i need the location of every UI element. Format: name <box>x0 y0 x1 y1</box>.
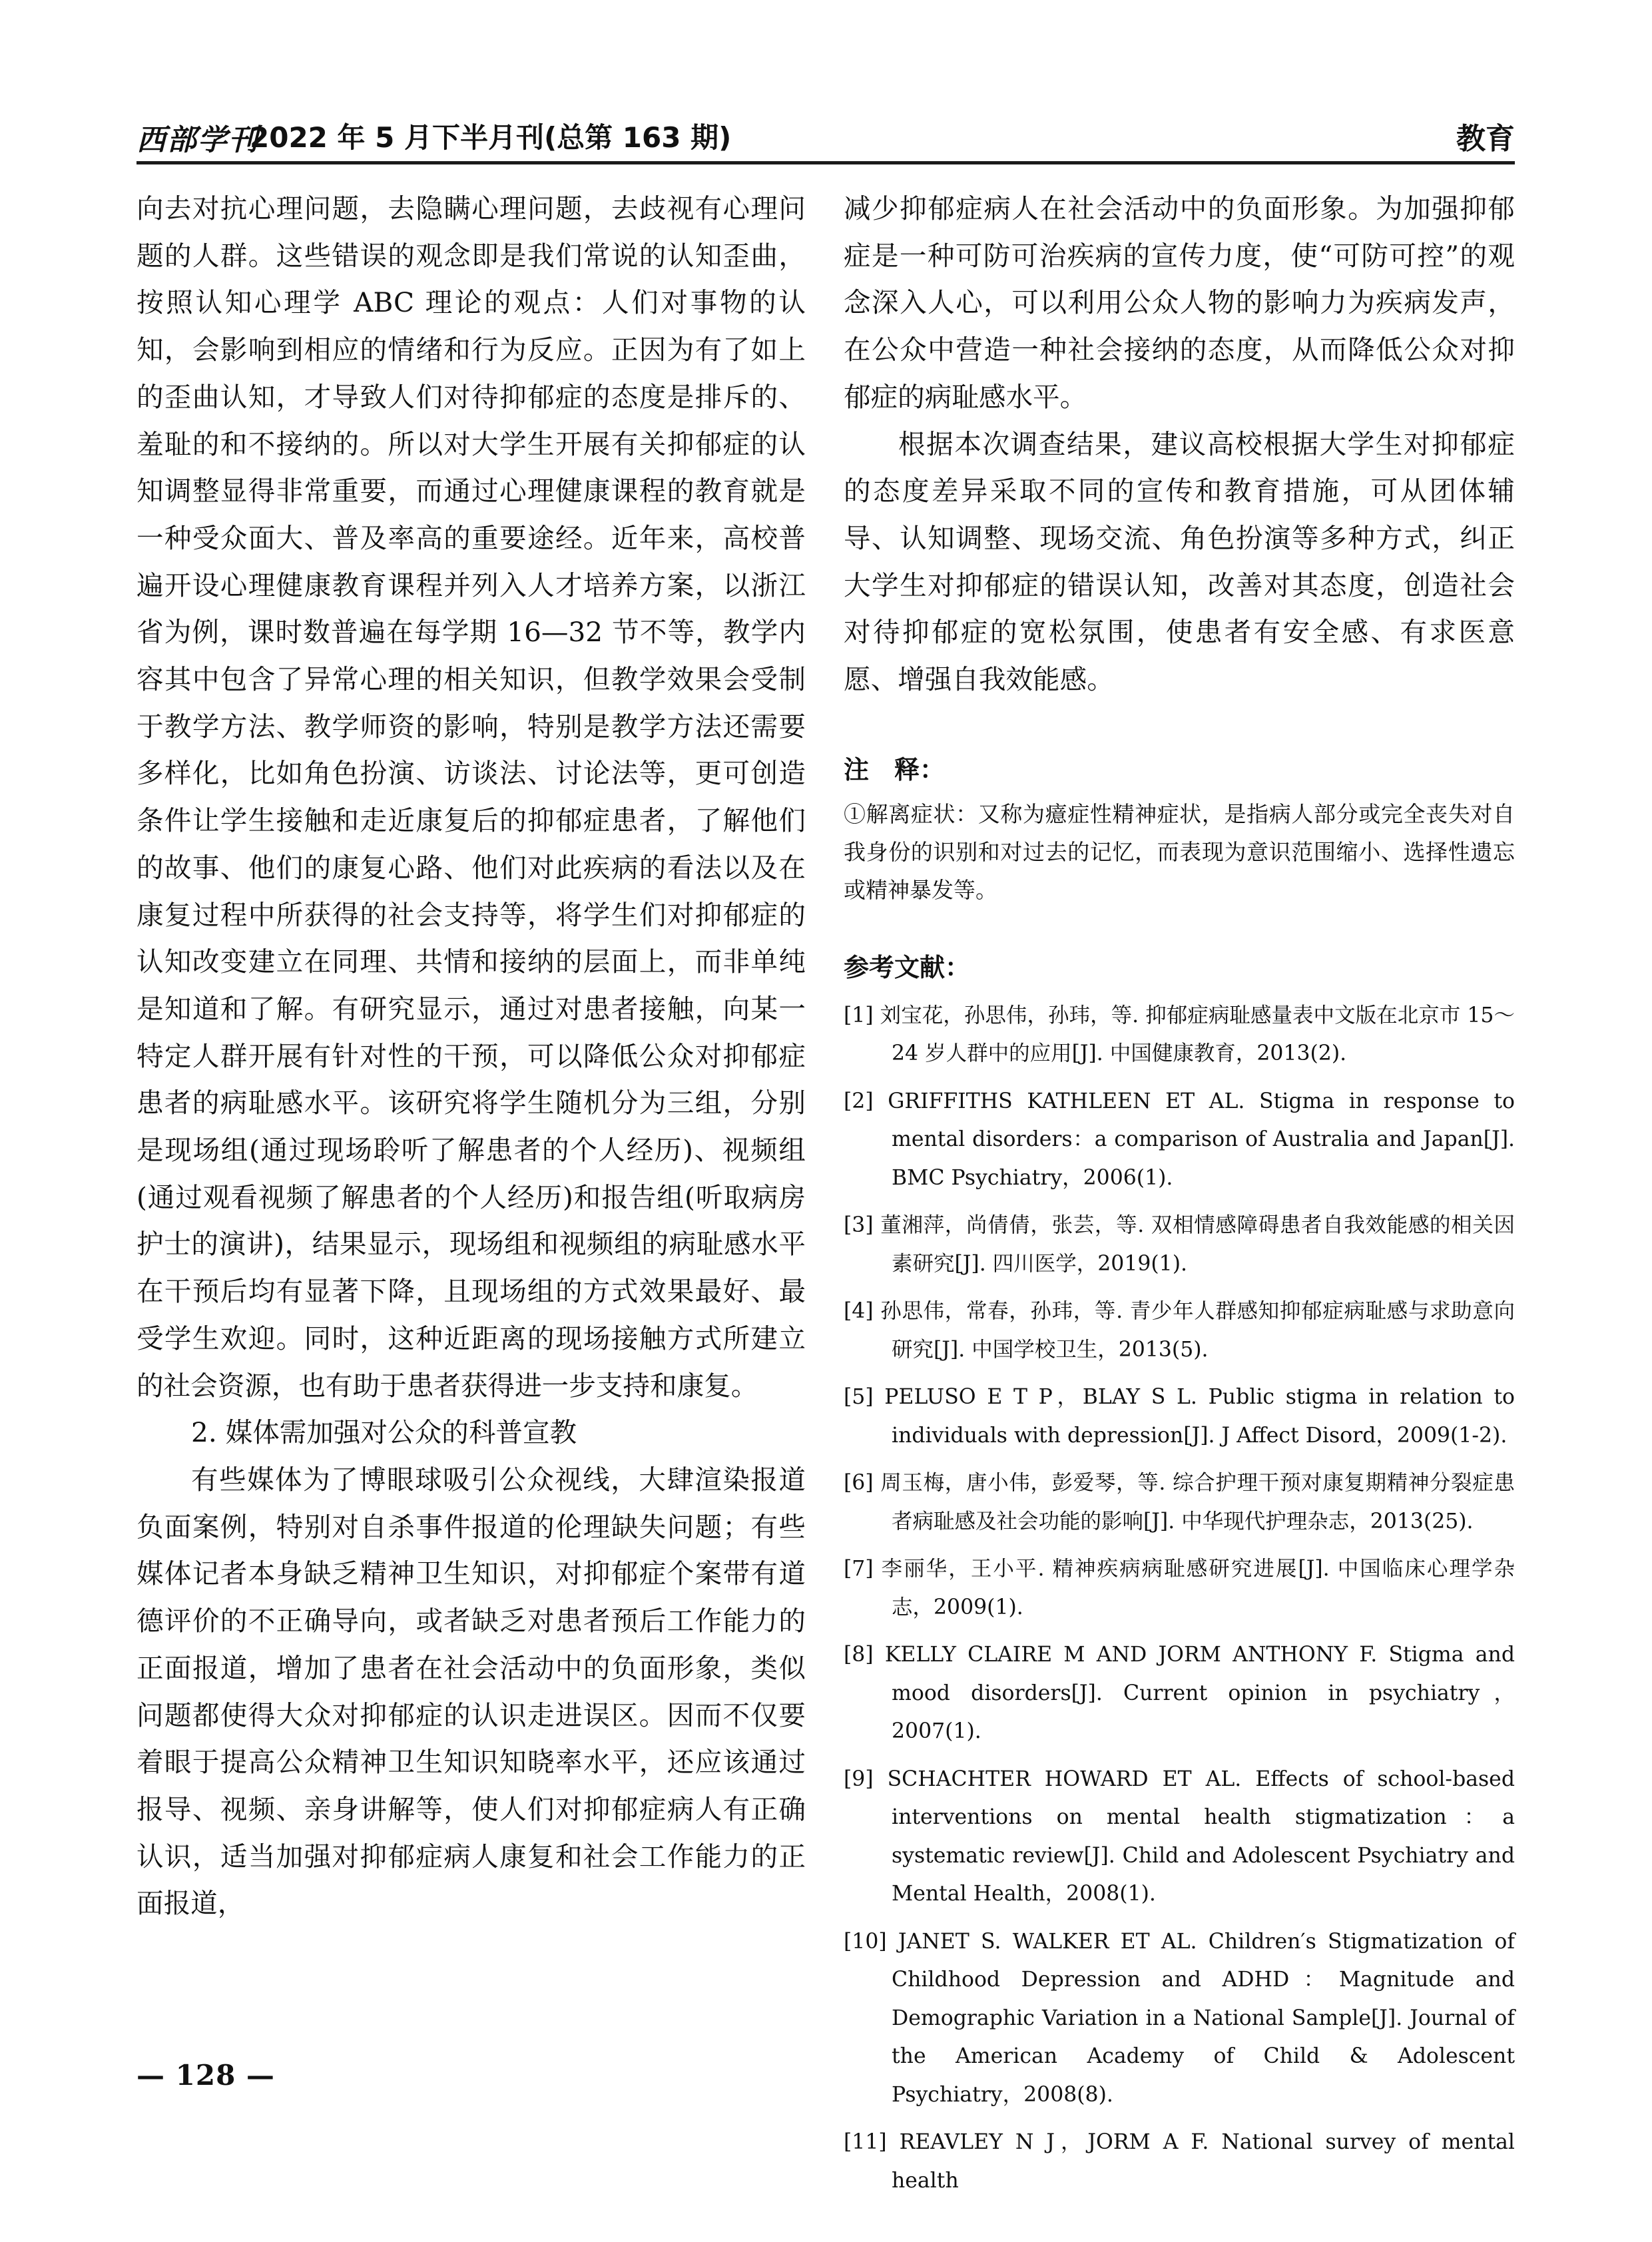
reference-item: [1] 刘宝花，孙思伟，孙玮，等. 抑郁症病耻感量表中文版在北京市 15～24 岁人群中的应用[J]. 中国健康教育，2013(2). <box>844 1003 1515 1066</box>
reference-item: [10] JANET S. WALKER ET AL. Children′s Stigmatization of Childhood Depression and ADHD：Magnitude and Demographic Variation in a National Sample[J]. Journal of the American Academy of Child & Adolescent Psychiatry，2008(8). <box>844 1929 1515 2107</box>
body-paragraph: 有些媒体为了博眼球吸引公众视线，大肆渲染报道负面案例，特别对自杀事件报道的伦理缺失问题；有些媒体记者本身缺乏精神卫生知识，对抑郁症个案带有道德评价的不正确导向，或者缺乏对患者预后工作能力的正面报道，增加了患者在社会活动中的负面形象，类似问题都使得大众对抑郁症的认识走进误区。因而不仅要着眼于提高公众精神卫生知识知晓率水平，还应该通过报导、视频、亲身讲解等，使人们对抑郁症病人有正确认识，适当加强对抑郁症病人康复和社会工作能力的正面报道， <box>137 1463 806 1920</box>
reference-item: [7] 李丽华，王小平. 精神疾病病耻感研究进展[J]. 中国临床心理学杂志，2009(1). <box>844 1557 1515 1619</box>
reference-item: [6] 周玉梅，唐小伟，彭爱琴，等. 综合护理干预对康复期精神分裂症患者病耻感及社会功能的影响[J]. 中华现代护理杂志，2013(25). <box>844 1471 1515 1534</box>
right-column <box>844 185 1515 2200</box>
reference-item: [3] 董湘萍，尚倩倩，张芸，等. 双相情感障碍患者自我效能感的相关因素研究[J]. 四川医学，2019(1). <box>844 1213 1515 1276</box>
notes-heading: 注 释： <box>844 754 946 784</box>
left-column <box>137 185 806 1927</box>
reference-item: [2] GRIFFITHS KATHLEEN ET AL. Stigma in response to mental disorders：a comparison of Australia and Japan[J]. BMC Psychiatry，2006(1). <box>844 1089 1515 1190</box>
reference-item: [4] 孙思伟，常春，孙玮，等. 青少年人群感知抑郁症病耻感与求助意向研究[J]. 中国学校卫生，2013(5). <box>844 1299 1515 1362</box>
body-paragraph: 向去对抗心理问题，去隐瞒心理问题，去歧视有心理问题的人群。这些错误的观念即是我们常说的认知歪曲，按照认知心理学 ABC 理论的观点：人们对事物的认知，会影响到相应的情绪和行为反应。正因为有了如上的歪曲认知，才导致人们对待抑郁症的态度是排斥的、羞耻的和不接纳的。所以对大学生开展有关抑郁症的认知调整显得非常重要，而通过心理健康课程的教育就是一种受众面大、普及率高的重要途经。近年来，高校普遍开设心理健康教育课程并列入人才培养方案，以浙江省为例，课时数普遍在每学期 16—32 节不等，教学内容其中包含了异常心理的相关知识，但教学效果会受制于教学方法、教学师资的影响，特别是教学方法还需要多样化，比如角色扮演、访谈法、讨论法等，更可创造条件让学生接触和走近康复后的抑郁症患者，了解他们的故事、他们的康复心路、他们对此疾病的看法以及在康复过程中所获得的社会支持等，将学生们对抑郁症的认知改变建立在同理、共情和接纳的层面上，而非单纯是知道和了解。有研究显示，通过对患者接触，向某一特定人群开展有针对性的干预，可以降低公众对抑郁症患者的病耻感水平。该研究将学生随机分为三组，分别是现场组(通过现场聆听了解患者的个人经历)、视频组(通过观看视频了解患者的个人经历)和报告组(听取病房护士的演讲)，结果显示，现场组和视频组的病耻感水平在干预后均有显著下降，且现场组的方式效果最好、最受学生欢迎。同时，这种近距离的现场接触方式所建立的社会资源，也有助于患者获得进一步支持和康复。 <box>137 192 806 1402</box>
reference-item: [8] KELLY CLAIRE M AND JORM ANTHONY F. Stigma and mood disorders[J]. Current opinion in psychiatry，2007(1). <box>844 1643 1515 1744</box>
note-item: ①解离症状：又称为癔症性精神症状，是指病人部分或完全丧失对自我身份的识别和对过去的记忆，而表现为意识范围缩小、选择性遗忘或精神暴发等。 <box>844 800 1515 903</box>
page-number: — 128 — <box>137 2059 275 2092</box>
reference-item: [5] PELUSO E T P，BLAY S L. Public stigma in relation to individuals with depression[J]. J Affect Disord，2009(1-2). <box>844 1385 1515 1448</box>
section-label: 教育 <box>1456 122 1515 156</box>
section-subheading: 2. 媒体需加强对公众的科普宣教 <box>191 1416 577 1449</box>
body-paragraph: 根据本次调查结果，建议高校根据大学生对抑郁症的态度差异采取不同的宣传和教育措施，可从团体辅导、认知调整、现场交流、角色扮演等多种方式，纠正大学生对抑郁症的错误认知，改善对其态度，创造社会对待抑郁症的宽松氛围，使患者有安全感、有求医意愿、增强自我效能感。 <box>844 427 1515 696</box>
page-header <box>137 112 1515 164</box>
journal-logo: 西部学刊 <box>137 123 259 157</box>
reference-item: [11] REAVLEY N J，JORM A F. National survey of mental health <box>844 2130 1515 2193</box>
issue-info: 2022 年 5 月下半月刊(总第 163 期) <box>250 121 732 154</box>
reference-item: [9] SCHACHTER HOWARD ET AL. Effects of school-based interventions on mental health stigmatization：a systematic review[J]. Child and Adolescent Psychiatry and Mental Health，2008(1). <box>844 1767 1515 1906</box>
references-heading: 参考文献： <box>844 952 971 982</box>
body-paragraph: 减少抑郁症病人在社会活动中的负面形象。为加强抑郁症是一种可防可治疾病的宣传力度，使“可防可控”的观念深入人心，可以利用公众人物的影响力为疾病发声，在公众中营造一种社会接纳的态度，从而降低公众对抑郁症的病耻感水平。 <box>844 192 1515 413</box>
